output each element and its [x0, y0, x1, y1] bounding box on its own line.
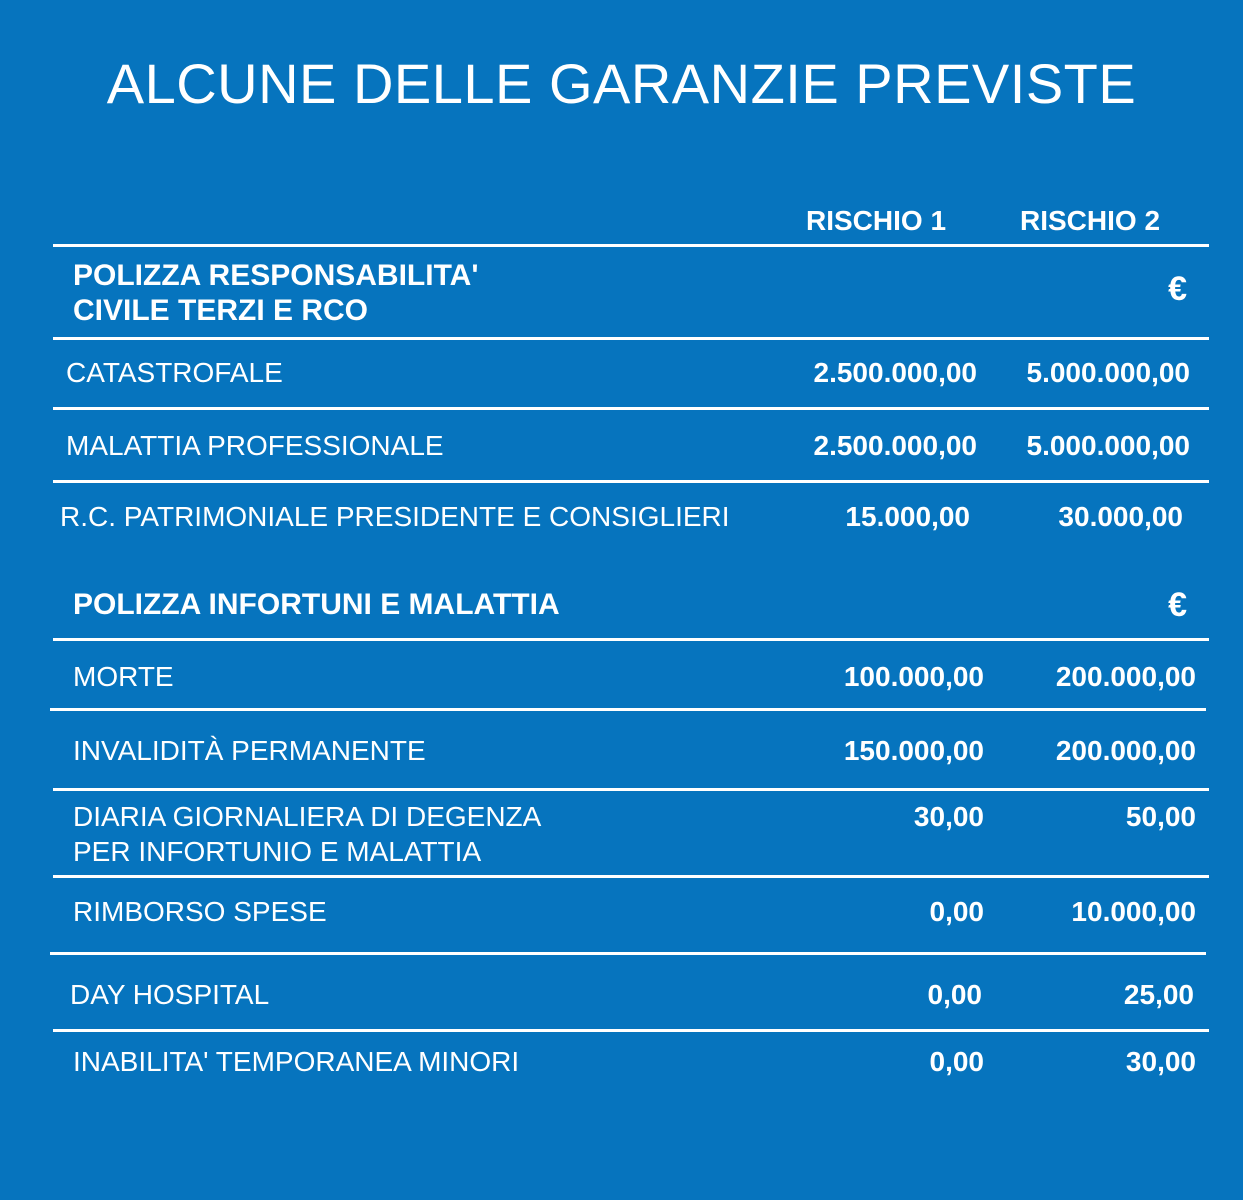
row-value-risk2: 25,00	[1123, 979, 1194, 1010]
section1-title-line2: CIVILE TERZI E RCO	[73, 294, 369, 327]
divider	[53, 1029, 1209, 1032]
row-value-risk2: 200.000,00	[1055, 661, 1196, 692]
row-value-risk2: 30,00	[1125, 1046, 1196, 1077]
row-value-risk1: 0,00	[929, 896, 984, 927]
section1-title-line1: POLIZZA RESPONSABILITA'	[73, 259, 479, 292]
divider	[50, 708, 1206, 711]
row-value-risk1: 15.000,00	[845, 501, 970, 532]
row-value-risk2: 30.000,00	[1058, 501, 1183, 532]
row-value-risk2: 200.000,00	[1055, 735, 1196, 766]
divider	[53, 875, 1209, 878]
column-header-risk2: RISCHIO 2	[1020, 205, 1161, 236]
row-label-catastrofale: CATASTROFALE	[66, 357, 283, 388]
row-label-diaria-line2: PER INFORTUNIO E MALATTIA	[73, 836, 482, 867]
page-title: ALCUNE DELLE GARANZIE PREVISTE	[106, 52, 1137, 115]
row-value-risk2: 10.000,00	[1071, 896, 1196, 927]
row-value-risk1: 0,00	[929, 1046, 984, 1077]
row-label-invalidita-permanente: INVALIDITÀ PERMANENTE	[73, 735, 426, 766]
divider	[53, 480, 1209, 483]
divider	[50, 952, 1206, 955]
divider	[53, 244, 1209, 247]
row-value-risk1: 150.000,00	[843, 735, 984, 766]
section2-currency-symbol: €	[1168, 586, 1187, 624]
row-label-rc-patrimoniale: R.C. PATRIMONIALE PRESIDENTE E CONSIGLIERI	[60, 501, 730, 532]
row-label-malattia-professionale: MALATTIA PROFESSIONALE	[66, 430, 444, 461]
row-value-risk1: 100.000,00	[843, 661, 984, 692]
divider	[53, 638, 1209, 641]
section2-title: POLIZZA INFORTUNI E MALATTIA	[73, 588, 560, 621]
column-header-risk1: RISCHIO 1	[806, 205, 947, 236]
row-label-rimborso-spese: RIMBORSO SPESE	[73, 896, 327, 927]
divider	[53, 788, 1209, 791]
row-value-risk1: 2.500.000,00	[813, 430, 977, 461]
divider	[53, 337, 1209, 340]
row-value-risk1: 0,00	[927, 979, 982, 1010]
section1-currency-symbol: €	[1168, 270, 1187, 308]
row-value-risk1: 2.500.000,00	[813, 357, 977, 388]
row-value-risk2: 5.000.000,00	[1026, 357, 1190, 388]
row-label-day-hospital: DAY HOSPITAL	[70, 979, 270, 1010]
row-label-morte: MORTE	[73, 661, 174, 692]
row-label-inabilita-temporanea: INABILITA' TEMPORANEA MINORI	[73, 1046, 520, 1077]
divider	[53, 407, 1209, 410]
row-value-risk1: 30,00	[913, 801, 984, 832]
row-label-diaria-line1: DIARIA GIORNALIERA DI DEGENZA	[73, 801, 542, 832]
row-value-risk2: 50,00	[1125, 801, 1196, 832]
row-value-risk2: 5.000.000,00	[1026, 430, 1190, 461]
